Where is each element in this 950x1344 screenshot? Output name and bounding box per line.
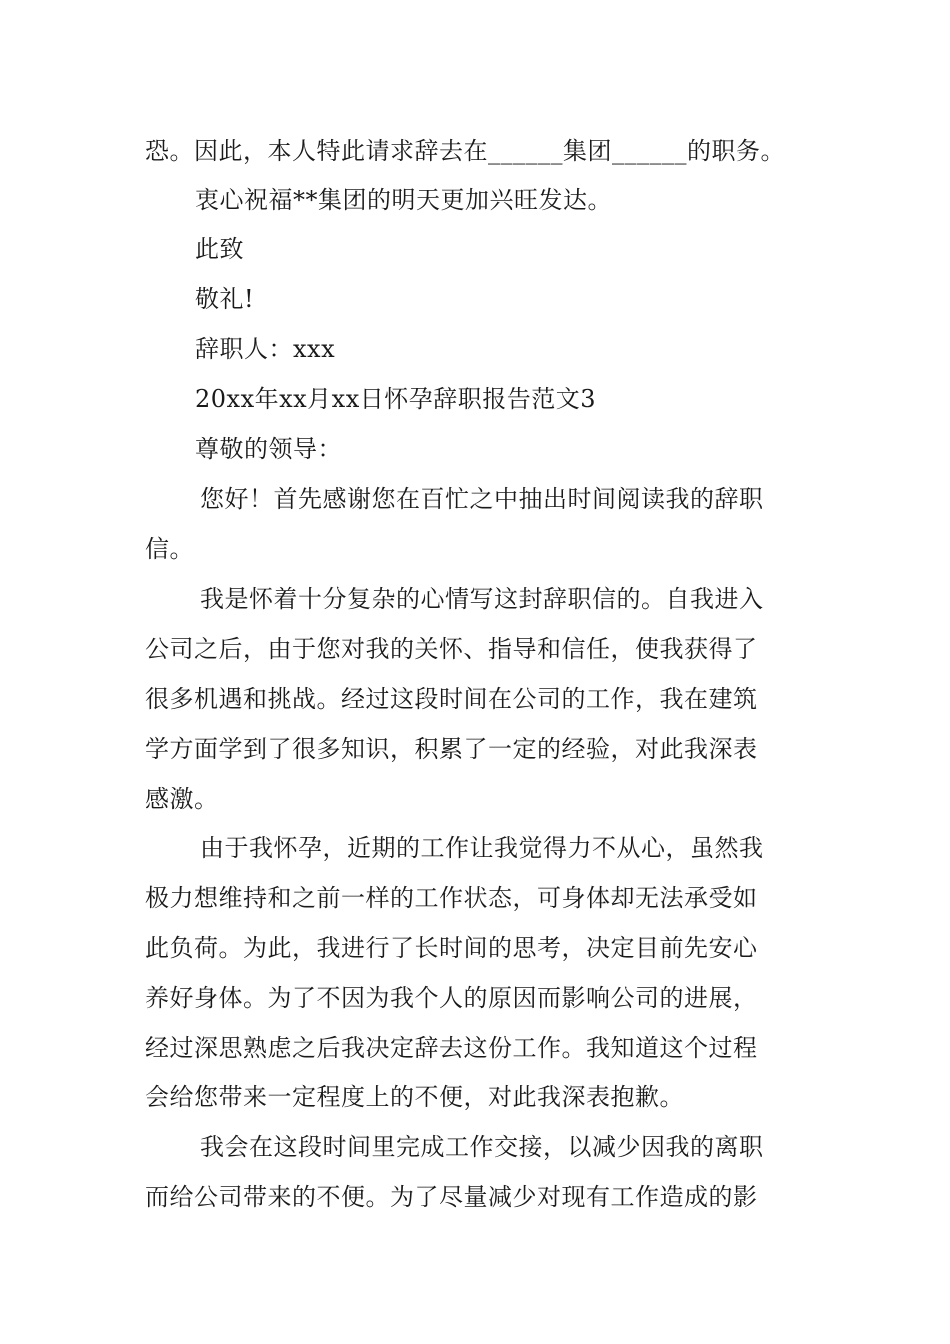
text-line: 敬礼! [195, 285, 255, 313]
text-line: 很多机遇和挑战。经过这段时间在公司的工作，我在建筑 [145, 685, 758, 713]
text-line: 会给您带来一定程度上的不便，对此我深表抱歉。 [145, 1083, 684, 1111]
text-line: 此负荷。为此，我进行了长时间的思考，决定目前先安心 [145, 934, 758, 962]
text-line: 您好！首先感谢您在百忙之中抽出时间阅读我的辞职 [200, 485, 764, 513]
text-line: 而给公司带来的不便。为了尽量减少对现有工作造成的影 [145, 1183, 758, 1211]
text-line: 我会在这段时间里完成工作交接，以减少因我的离职 [200, 1133, 764, 1161]
text-line: 衷心祝福**集团的明天更加兴旺发达。 [195, 186, 612, 214]
text-line: 辞职人：xxx [195, 335, 336, 363]
text-line: 20xx年xx月xx日怀孕辞职报告范文3 [195, 385, 597, 413]
text-line: 学方面学到了很多知识，积累了一定的经验，对此我深表 [145, 735, 758, 763]
text-line: 尊敬的领导： [195, 435, 342, 463]
text-line: 恐。因此，本人特此请求辞去在______集团______的职务。 [145, 137, 785, 165]
text-line: 经过深思熟虑之后我决定辞去这份工作。我知道这个过程 [145, 1034, 758, 1062]
text-line: 养好身体。为了不因为我个人的原因而影响公司的进展， [145, 984, 758, 1012]
text-line: 感激。 [145, 785, 219, 813]
text-line: 此致 [195, 235, 244, 263]
text-line: 公司之后，由于您对我的关怀、指导和信任，使我获得了 [145, 635, 758, 663]
text-line: 由于我怀孕，近期的工作让我觉得力不从心，虽然我 [200, 834, 764, 862]
text-line: 我是怀着十分复杂的心情写这封辞职信的。自我进入 [200, 585, 764, 613]
text-line: 信。 [145, 535, 194, 563]
text-line: 极力想维持和之前一样的工作状态，可身体却无法承受如 [145, 884, 758, 912]
